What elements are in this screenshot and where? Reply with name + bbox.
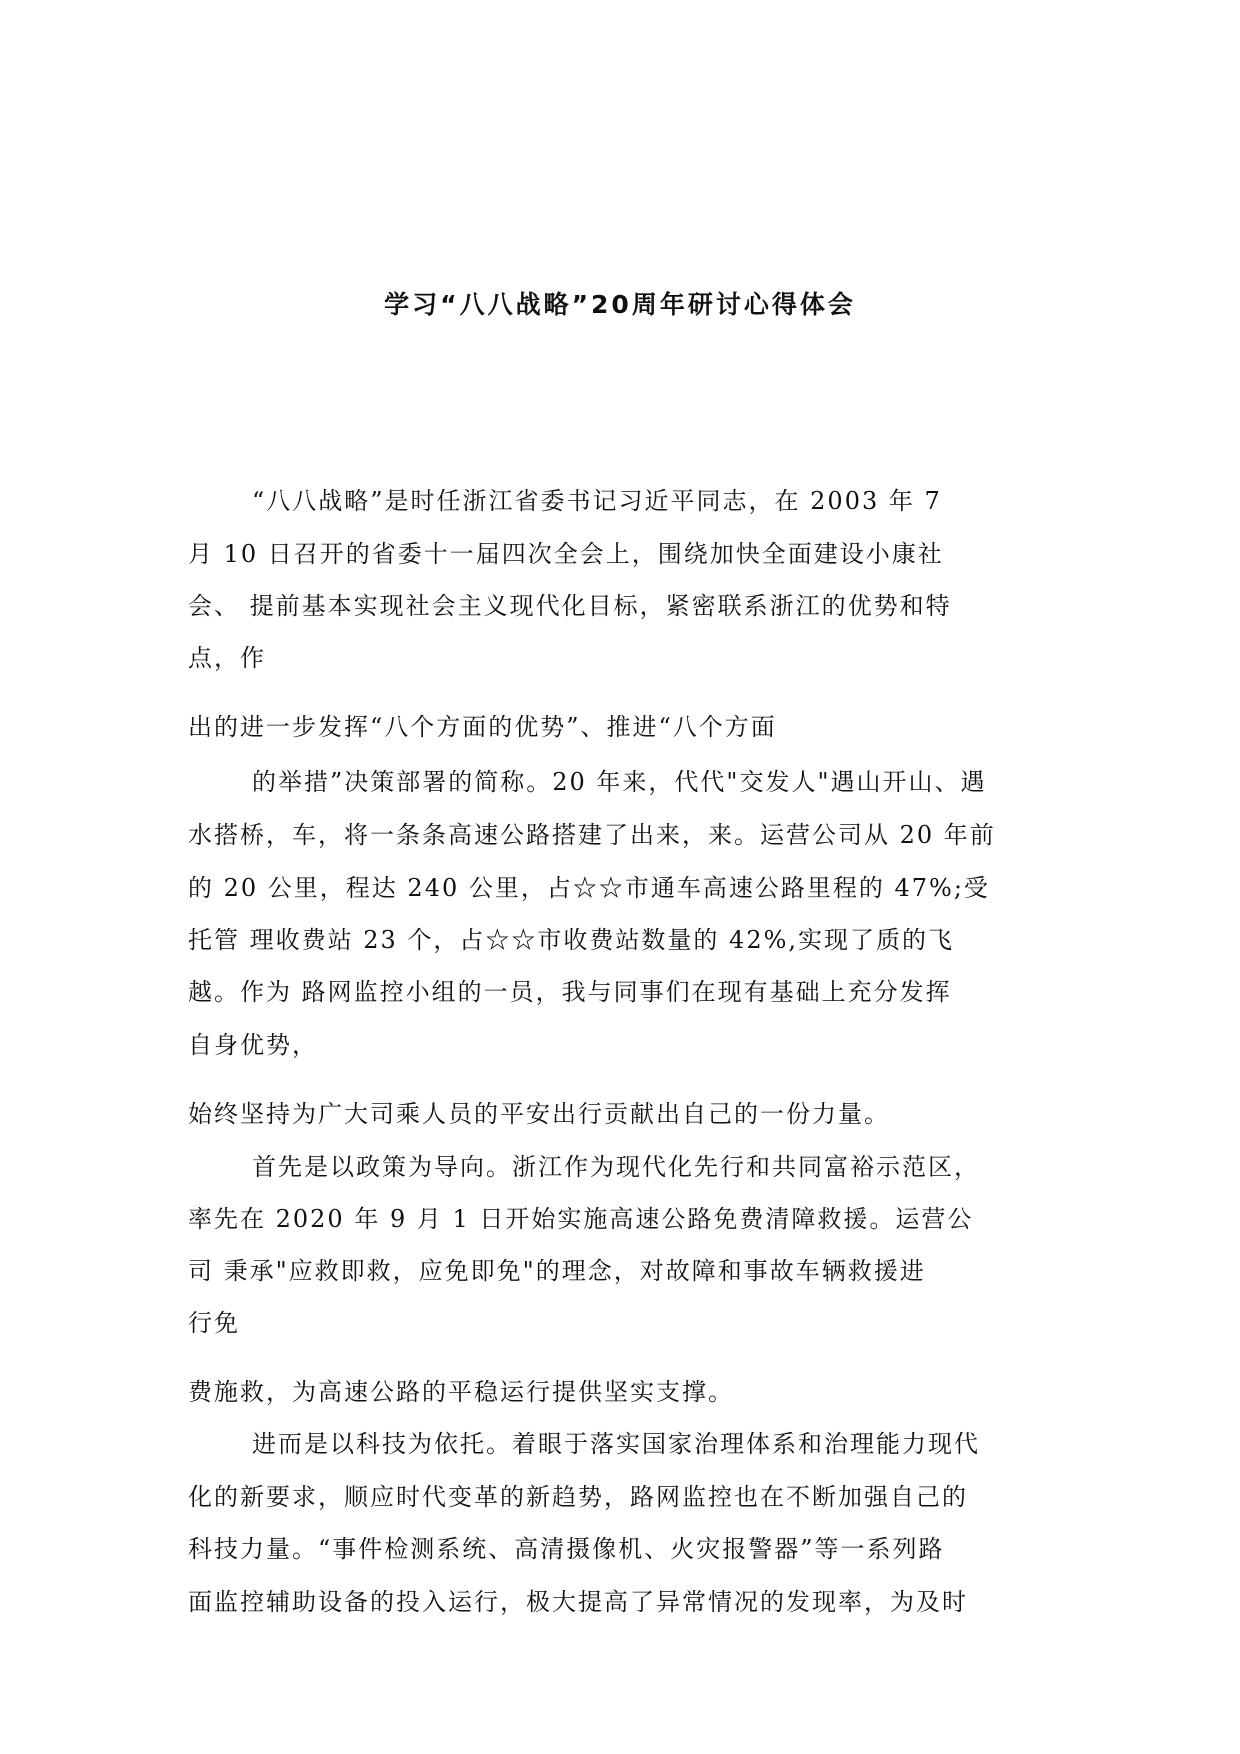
- body-line: 出的进一步发挥“八个方面的优势”、推进“八个方面: [188, 713, 777, 741]
- body-line: 首先是以政策为导向。浙江作为现代化先行和共同富裕示范区，: [252, 1153, 980, 1181]
- body-line: 的举措”决策部署的简称。20 年来，代代"交发人"遇山开山、遇: [252, 768, 987, 796]
- body-line: 进而是以科技为依托。着眼于落实国家治理体系和治理能力现代: [252, 1430, 980, 1458]
- body-line: 司 秉承"应救即救，应免即免"的理念，对故障和事故车辆救援进: [188, 1257, 926, 1285]
- body-line: 托管 理收费站 23 个，占☆☆市收费站数量的 42%,实现了质的飞: [188, 926, 955, 954]
- document-title: 学习“八八战略”20周年研讨心得体会: [384, 290, 856, 319]
- body-line: 行免: [188, 1309, 240, 1337]
- body-line: “八八战略”是时任浙江省委书记习近平同志，在 2003 年 7: [252, 487, 942, 515]
- body-line: 费施救，为高速公路的平稳运行提供坚实支撑。: [188, 1378, 734, 1406]
- body-line: 科技力量。“事件检测系统、高清摄像机、火灾报警器”等一系列路: [188, 1535, 945, 1563]
- body-line: 自身优势，: [188, 1031, 318, 1059]
- body-line: 的 20 公里，程达 240 公里，占☆☆市通车高速公路里程的 47%;受: [188, 874, 990, 902]
- body-line: 点，作: [188, 644, 266, 672]
- body-line: 面监控辅助设备的投入运行，极大提高了异常情况的发现率，为及时: [188, 1588, 968, 1616]
- body-line: 越。作为 路网监控小组的一员，我与同事们在现有基础上充分发挥: [188, 978, 952, 1006]
- body-line: 会、 提前基本实现社会主义现代化目标，紧密联系浙江的优势和特: [188, 592, 952, 620]
- body-line: 水搭桥，车，将一条条高速公路搭建了出来，来。运营公司从 20 年前: [188, 821, 996, 849]
- body-line: 率先在 2020 年 9 月 1 日开始实施高速公路免费清障救援。运营公: [188, 1205, 974, 1233]
- body-line: 月 10 日召开的省委十一届四次全会上，围绕加快全面建设小康社: [188, 540, 944, 568]
- body-line: 始终坚持为广大司乘人员的平安出行贡献出自己的一份力量。: [188, 1100, 890, 1128]
- body-line: 化的新要求，顺应时代变革的新趋势，路网监控也在不断加强自己的: [188, 1483, 968, 1511]
